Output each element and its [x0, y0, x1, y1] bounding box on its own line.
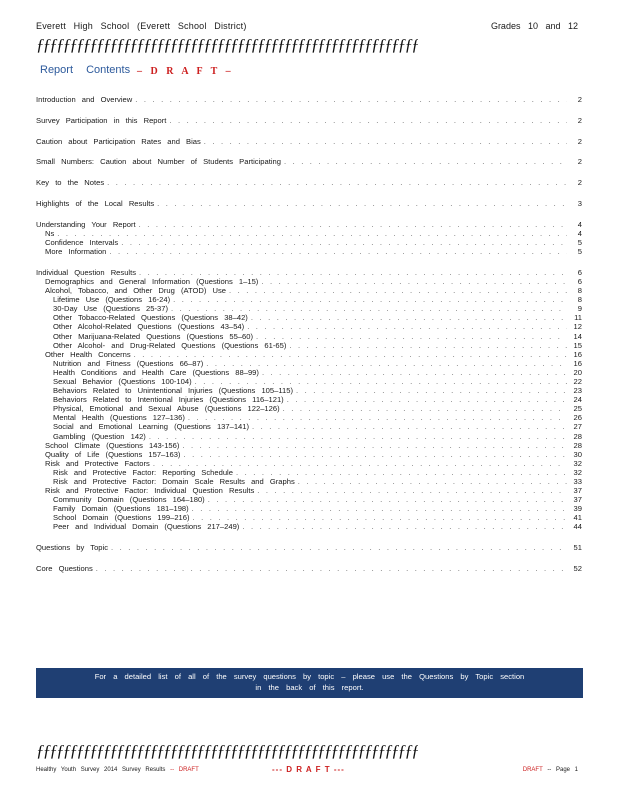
toc-entry-label: Confidence Intervals	[45, 237, 119, 247]
toc-entry[interactable]	[36, 422, 582, 431]
toc-entry-page: 28	[573, 440, 582, 450]
footer-draft-left: -- DRAFT	[170, 767, 199, 773]
banner-line-1: For a detailed list of all of the survey questions by topic – please use the Questions by Topic section	[94, 672, 525, 681]
toc-entry[interactable]	[36, 277, 582, 286]
toc-entry-page: 25	[573, 404, 582, 414]
toc-entry-page: 8	[577, 286, 582, 296]
toc-entry-page: 26	[573, 413, 582, 423]
toc-entry-page: 2	[577, 95, 582, 105]
toc-leader-dots	[169, 116, 567, 125]
toc-entry-label: Behaviors Related to Intentional Injuries (Questions 116–121)	[53, 395, 284, 405]
toc-entry-page: 41	[573, 513, 582, 523]
toc-entry[interactable]	[36, 431, 582, 440]
toc-entry[interactable]	[36, 341, 582, 350]
toc-entry-label: Risk and Protective Factor: Domain Scale Results and Graphs	[53, 477, 295, 486]
toc-leader-dots	[251, 313, 567, 322]
toc-entry-page: 37	[573, 486, 582, 496]
school-header: Everett High School (Everett School District)	[36, 21, 247, 31]
toc-leader-dots	[252, 422, 567, 431]
toc-leader-dots	[283, 404, 567, 413]
toc-entry-page: 32	[573, 458, 582, 468]
toc-entry-page: 2	[577, 136, 582, 146]
toc-leader-dots	[183, 450, 567, 459]
footer-page-number: -- Page 1	[547, 767, 578, 773]
toc-entry[interactable]	[36, 413, 582, 422]
toc-entry[interactable]	[36, 564, 582, 573]
toc-entry-label: Small Numbers: Caution about Number of Students Participating	[36, 157, 281, 167]
toc-entry-page: 20	[573, 367, 582, 377]
toc-entry[interactable]	[36, 268, 582, 277]
toc-entry-label: Risk and Protective Factor: Reporting Schedule	[53, 467, 233, 477]
toc-leader-dots	[208, 495, 567, 504]
toc-entry-label: Alcohol, Tobacco, and Other Drug (ATOD) Use	[45, 286, 227, 296]
toc-entry-page: 32	[573, 467, 582, 477]
toc-entry[interactable]	[36, 116, 582, 125]
footer-survey-title: Healthy Youth Survey 2014 Survey Results	[36, 767, 166, 773]
toc-entry[interactable]	[36, 513, 582, 522]
toc-leader-dots	[193, 513, 567, 522]
topic-note-banner	[36, 668, 583, 698]
toc-entry-label: Lifetime Use (Questions 16-24)	[53, 295, 171, 305]
toc-leader-dots	[262, 368, 567, 377]
toc-gap	[36, 125, 582, 137]
toc-leader-dots	[96, 564, 567, 573]
toc-entry-label: Key to the Notes	[36, 178, 105, 188]
toc-gap	[36, 166, 582, 178]
toc-entry-label: Highlights of the Local Results	[36, 199, 155, 208]
toc-entry[interactable]	[36, 220, 582, 229]
toc-entry-page: 28	[573, 431, 582, 441]
toc-entry-label: Gambling (Question 142)	[53, 431, 146, 441]
footer-draft-center: --- D R A F T ---	[272, 765, 345, 774]
toc-entry-label: Peer and Individual Domain (Questions 217–249)	[53, 522, 240, 532]
toc-entry-page: 16	[573, 358, 582, 368]
toc-leader-dots	[134, 350, 567, 359]
toc-entry[interactable]	[36, 178, 582, 187]
toc-leader-dots	[139, 220, 567, 229]
toc-entry-page: 12	[573, 322, 582, 332]
toc-entry[interactable]	[36, 199, 582, 208]
toc-entry-label: Core Questions	[36, 564, 93, 574]
toc-leader-dots	[149, 432, 567, 441]
toc-gap	[36, 208, 582, 220]
toc-leader-dots	[257, 486, 567, 495]
toc-entry-label: Other Alcohol- and Drug-Related Questions (Questions 61-65)	[53, 340, 287, 350]
toc-entry-page: 8	[577, 295, 582, 305]
toc-leader-dots	[236, 468, 567, 477]
toc-leader-dots	[195, 377, 567, 386]
toc-entry-label: Health Conditions and Health Care (Questions 88–99)	[53, 367, 259, 377]
toc-entry-label: Social and Emotional Learning (Questions 137–141)	[53, 422, 250, 432]
toc-gap	[36, 146, 582, 158]
toc-leader-dots	[242, 522, 567, 531]
toc-entry-label: Understanding Your Report	[36, 219, 136, 229]
toc-entry-label: Physical, Emotional and Sexual Abuse (Questions 122–126)	[53, 404, 280, 414]
toc-entry-label: Introduction and Overview	[36, 95, 133, 105]
toc-leader-dots	[261, 277, 567, 286]
toc-entry-label: Sexual Behavior (Questions 100-104)	[53, 376, 192, 386]
toc-leader-dots	[157, 199, 567, 208]
toc-leader-dots	[111, 543, 567, 552]
toc-entry[interactable]	[36, 522, 582, 531]
toc-entry-label: More Information	[45, 247, 107, 257]
banner-line-2: in the back of this report.	[255, 682, 364, 692]
toc-entry[interactable]	[36, 350, 582, 359]
toc-entry[interactable]	[36, 459, 582, 468]
toc-entry[interactable]	[36, 543, 582, 552]
toc-gap	[36, 104, 582, 116]
toc-leader-dots	[192, 504, 567, 513]
toc-entry[interactable]	[36, 247, 582, 256]
toc-entry-page: 2	[577, 178, 582, 188]
toc-entry-label: Individual Question Results	[36, 267, 137, 277]
toc-entry[interactable]	[36, 313, 582, 322]
toc-entry-label: School Climate (Questions 143-156)	[45, 440, 180, 450]
toc-entry-label: Other Health Concerns	[45, 349, 131, 359]
toc-gap	[36, 187, 582, 199]
toc-leader-dots	[171, 304, 567, 313]
toc-entry-page: 44	[573, 522, 582, 532]
toc-leader-dots	[57, 229, 567, 238]
toc-entry-page: 14	[573, 331, 582, 341]
toc-entry-page: 22	[573, 376, 582, 386]
toc-entry-label: School Domain (Questions 199–216)	[53, 513, 190, 523]
toc-entry[interactable]	[36, 368, 582, 377]
footer-left	[36, 767, 199, 773]
toc-leader-dots	[153, 459, 567, 468]
toc-entry-page: 2	[577, 115, 582, 125]
toc-entry-page: 5	[577, 237, 582, 247]
toc-entry[interactable]	[36, 95, 582, 104]
toc-entry-page: 23	[573, 386, 582, 396]
toc-leader-dots	[247, 322, 567, 331]
toc-entry-page: 4	[577, 219, 582, 229]
toc-leader-dots	[296, 386, 567, 395]
toc-entry-label: Nutrition and Fitness (Questions 66–87)	[53, 358, 204, 368]
toc-entry[interactable]	[36, 322, 582, 331]
toc-entry-label: Community Domain (Questions 164–180)	[53, 495, 205, 505]
toc-entry-label: Mental Health (Questions 127–136)	[53, 413, 185, 423]
toc-entry-label: 30-Day Use (Questions 25-37)	[53, 304, 168, 314]
top-decorative-rule: ƒƒƒƒƒƒƒƒƒƒƒƒƒƒƒƒƒƒƒƒƒƒƒƒƒƒƒƒƒƒƒƒƒƒƒƒƒƒƒƒƒƒƒƒƒƒƒƒƒƒƒƒƒƒƒƒƒ	[36, 35, 418, 54]
toc-leader-dots	[121, 238, 567, 247]
toc-entry[interactable]	[36, 286, 582, 295]
draft-mark: – D R A F T –	[137, 66, 234, 77]
toc-leader-dots	[109, 247, 567, 256]
toc-entry[interactable]	[36, 404, 582, 413]
toc-entry-page: 4	[577, 228, 582, 238]
toc-entry[interactable]	[36, 359, 582, 368]
toc-leader-dots	[182, 441, 567, 450]
toc-entry-page: 39	[573, 504, 582, 514]
toc-entry[interactable]	[36, 229, 582, 238]
bottom-decorative-rule: ƒƒƒƒƒƒƒƒƒƒƒƒƒƒƒƒƒƒƒƒƒƒƒƒƒƒƒƒƒƒƒƒƒƒƒƒƒƒƒƒƒƒƒƒƒƒƒƒƒƒƒƒƒƒƒƒƒ	[36, 741, 418, 760]
toc-entry-label: Questions by Topic	[36, 543, 109, 553]
toc-entry-page: 52	[573, 564, 582, 574]
toc-leader-dots	[206, 359, 567, 368]
toc-leader-dots	[256, 332, 567, 341]
toc-leader-dots	[204, 137, 567, 146]
toc-entry[interactable]	[36, 157, 582, 166]
toc-gap	[36, 256, 582, 268]
toc-entry[interactable]	[36, 477, 582, 486]
toc-entry-label: Other Marijuana-Related Questions (Questions 55–60)	[53, 331, 254, 341]
toc-entry[interactable]	[36, 495, 582, 504]
toc-entry-label: Risk and Protective Factor: Individual Question Results	[45, 486, 255, 496]
toc-leader-dots	[229, 286, 567, 295]
toc-entry[interactable]	[36, 377, 582, 386]
toc-entry-page: 24	[573, 395, 582, 405]
toc-entry-page: 15	[573, 340, 582, 350]
toc-entry[interactable]	[36, 486, 582, 495]
toc-entry-label: Survey Participation in this Report	[36, 115, 167, 125]
toc-entry-page: 6	[577, 267, 582, 277]
grades-header: Grades 10 and 12	[490, 21, 578, 31]
toc-entry-label: Quality of Life (Questions 157–163)	[45, 449, 181, 459]
toc-entry-page: 30	[573, 449, 582, 459]
toc-entry[interactable]	[36, 295, 582, 304]
toc-leader-dots	[188, 413, 567, 422]
toc-entry-page: 9	[577, 304, 582, 314]
toc-entry-page: 11	[574, 313, 582, 323]
page-title: Report Contents	[40, 64, 131, 76]
toc-entry[interactable]	[36, 386, 582, 395]
footer-draft-right: DRAFT	[522, 767, 543, 773]
toc-entry[interactable]	[36, 504, 582, 513]
toc-entry-page: 2	[577, 157, 582, 167]
toc-entry-page: 3	[577, 199, 582, 208]
toc-entry-page: 37	[573, 495, 582, 505]
toc-entry[interactable]	[36, 238, 582, 247]
toc-entry-label: Caution about Participation Rates and Bias	[36, 136, 201, 146]
toc-entry-label: Demographics and General Information (Questions 1–15)	[45, 276, 259, 286]
toc-entry[interactable]	[36, 304, 582, 313]
toc-entry-label: Family Domain (Questions 181–198)	[53, 504, 189, 514]
toc-leader-dots	[107, 178, 567, 187]
toc-entry-page: 51	[573, 543, 582, 553]
toc-leader-dots	[173, 295, 567, 304]
toc-entry-label: Other Alcohol-Related Questions (Questions 43–54)	[53, 322, 245, 332]
toc-entry[interactable]	[36, 468, 582, 477]
toc-entry[interactable]	[36, 137, 582, 146]
footer-right	[523, 767, 578, 773]
toc-entry-page: 5	[577, 247, 582, 257]
toc-leader-dots	[284, 157, 567, 166]
table-of-contents	[36, 95, 582, 573]
toc-entry-page: 16	[573, 349, 582, 359]
toc-entry-label: Ns	[45, 228, 55, 238]
toc-entry[interactable]	[36, 450, 582, 459]
toc-leader-dots	[139, 268, 567, 277]
toc-entry[interactable]	[36, 441, 582, 450]
toc-gap	[36, 552, 582, 564]
toc-entry-page: 33	[573, 477, 582, 486]
toc-leader-dots	[135, 95, 567, 104]
toc-entry-label: Risk and Protective Factors	[45, 458, 150, 468]
toc-leader-dots	[298, 477, 567, 486]
toc-gap	[36, 531, 582, 543]
toc-entry[interactable]	[36, 331, 582, 340]
toc-leader-dots	[287, 395, 567, 404]
toc-entry-label: Behaviors Related to Unintentional Injuries (Questions 105–115)	[53, 386, 293, 396]
toc-entry-page: 27	[573, 422, 582, 432]
toc-entry[interactable]	[36, 395, 582, 404]
toc-entry-label: Other Tobacco-Related Questions (Questions 38–42)	[53, 313, 248, 323]
toc-leader-dots	[289, 341, 567, 350]
toc-entry-page: 6	[577, 276, 582, 286]
